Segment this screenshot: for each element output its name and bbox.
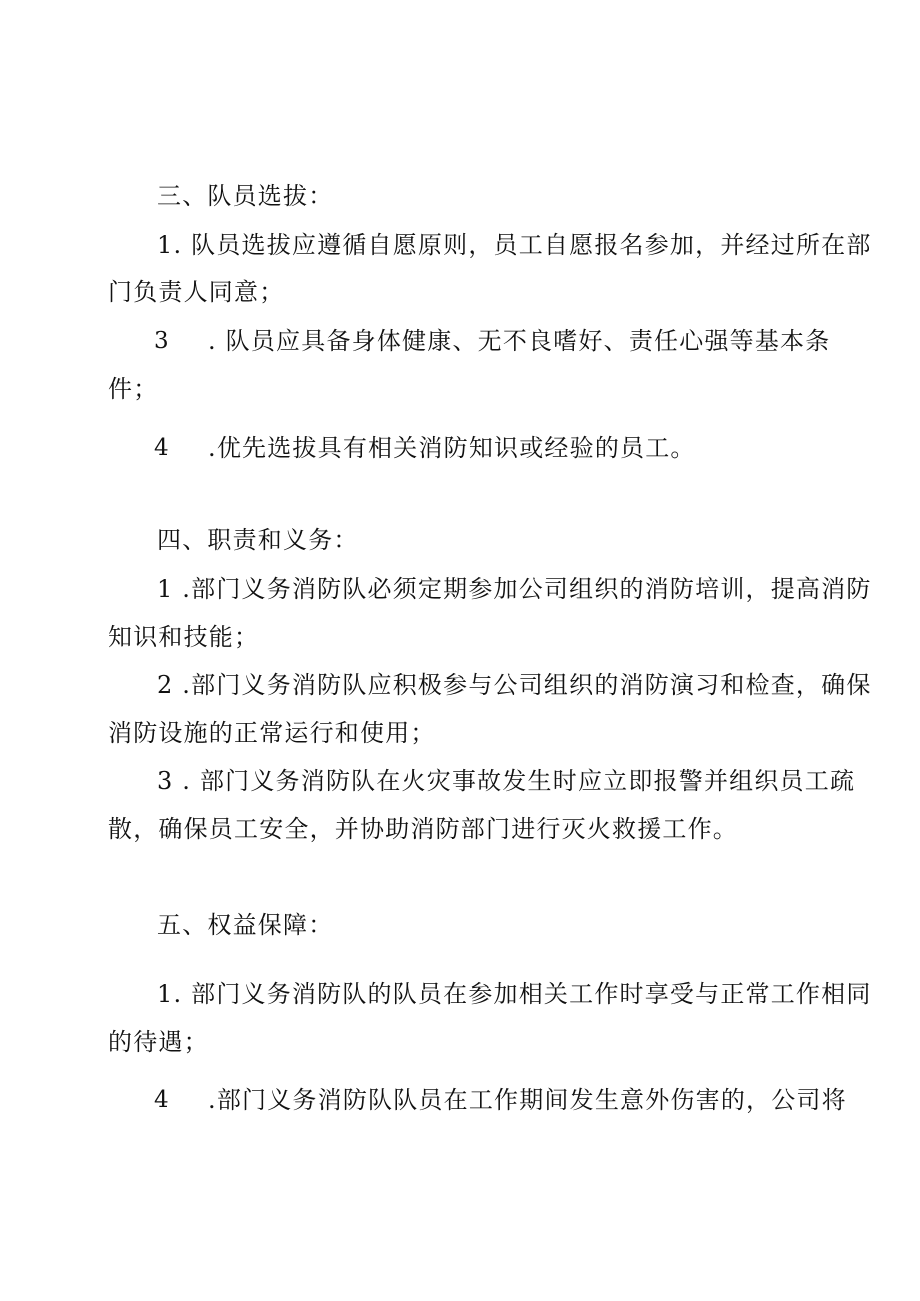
paragraph-line: 的待遇；: [108, 1028, 209, 1056]
list-number: 3: [154, 328, 169, 354]
list-number: 4: [154, 435, 169, 461]
paragraph-line: 知识和技能；: [108, 623, 260, 651]
paragraph-line: 散，确保员工安全，并协助消防部门进行灭火救援工作。: [108, 815, 738, 843]
paragraph-line: 1. 队员选拔应遵循自愿原则，员工自愿报名参加，并经过所在部: [157, 231, 872, 259]
paragraph-line: 2 .部门义务消防队应积极参与公司组织的消防演习和检查，确保: [157, 671, 872, 699]
paragraph-line: 1 .部门义务消防队必须定期参加公司组织的消防培训，提高消防: [157, 575, 872, 603]
list-number: 4: [154, 1087, 169, 1113]
section-heading: 四、职责和义务：: [157, 526, 359, 554]
section-heading: 三、队员选拔：: [157, 182, 334, 210]
paragraph-line: .部门义务消防队队员在工作期间发生意外伤害的，公司将: [208, 1086, 847, 1114]
paragraph-line: .优先选拔具有相关消防知识或经验的员工。: [208, 434, 696, 462]
paragraph-line: . 队员应具备身体健康、无不良嗜好、责任心强等基本条: [208, 327, 831, 355]
paragraph-line: 1. 部门义务消防队的队员在参加相关工作时享受与正常工作相同: [157, 980, 872, 1008]
paragraph-line: 件；: [108, 375, 159, 403]
paragraph-line: 门负责人同意；: [108, 278, 285, 306]
paragraph-line: 消防设施的正常运行和使用；: [108, 719, 436, 747]
paragraph-line: 3 . 部门义务消防队在火灾事故发生时应立即报警并组织员工疏: [157, 767, 856, 795]
section-heading: 五、权益保障：: [157, 911, 334, 939]
